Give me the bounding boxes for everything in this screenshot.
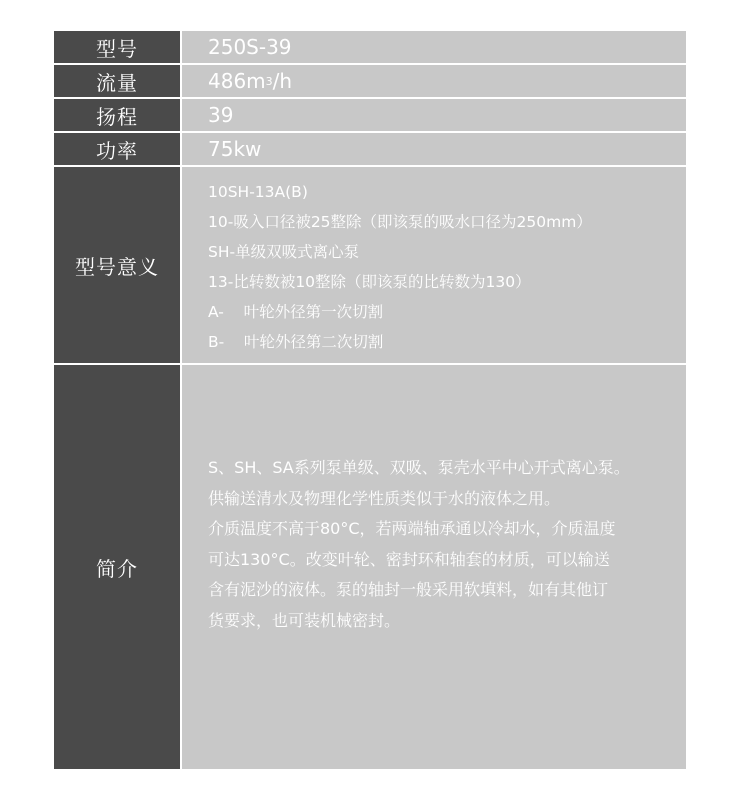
spec-value-text: 486m bbox=[208, 69, 266, 93]
spec-row-model bbox=[54, 31, 686, 65]
spec-label: 型号意义 bbox=[54, 167, 182, 363]
intro-line: 可达130°C。改变叶轮、密封环和轴套的材质，可以输送 bbox=[208, 549, 610, 569]
spec-value-text: 39 bbox=[208, 103, 234, 127]
spec-row-power bbox=[54, 133, 686, 167]
intro-text bbox=[182, 365, 686, 769]
intro-line: 供输送清水及物理化学性质类似于水的液体之用。 bbox=[208, 488, 561, 508]
intro-line: 介质温度不高于80°C，若两端轴承通以冷却水，介质温度 bbox=[208, 519, 616, 538]
intro-line: 含有泥沙的液体。泵的轴封一般采用软填料，如有其他订 bbox=[208, 580, 609, 599]
spec-row-intro bbox=[54, 365, 686, 769]
spec-label: 功率 bbox=[54, 133, 182, 165]
spec-value bbox=[182, 31, 686, 63]
unit-suffix: /h bbox=[272, 69, 293, 93]
spec-value bbox=[182, 99, 686, 131]
unit-superscript: 3 bbox=[265, 74, 273, 88]
spec-row-head bbox=[54, 99, 686, 133]
spec-label: 流量 bbox=[54, 65, 182, 97]
spec-label: 扬程 bbox=[54, 99, 182, 131]
meaning-line: SH-单级双吸式离心泵 bbox=[208, 243, 360, 261]
meaning-line: A- 叶轮外径第一次切割 bbox=[208, 303, 384, 321]
spec-table bbox=[54, 31, 686, 769]
spec-row-meaning bbox=[54, 167, 686, 365]
spec-value-text: 250S-39 bbox=[208, 35, 292, 59]
intro-line: S、SH、SA系列泵单级、双吸、泵壳水平中心开式离心泵。 bbox=[208, 458, 630, 477]
intro-line: 货要求，也可装机械密封。 bbox=[208, 610, 401, 630]
spec-row-flow bbox=[54, 65, 686, 99]
meaning-line: 13-比转数被10整除（即该泵的比转数为130） bbox=[208, 273, 531, 291]
meaning-text bbox=[182, 167, 686, 363]
spec-label: 简介 bbox=[54, 365, 182, 769]
spec-value bbox=[182, 133, 686, 165]
spec-label: 型号 bbox=[54, 31, 182, 63]
spec-value-text: 75kw bbox=[208, 137, 262, 161]
meaning-line: B- 叶轮外径第二次切割 bbox=[208, 333, 384, 351]
spec-value bbox=[182, 65, 686, 97]
meaning-line: 10-吸入口径被25整除（即该泵的吸水口径为250mm） bbox=[208, 213, 592, 231]
meaning-line: 10SH-13A(B) bbox=[208, 183, 308, 201]
